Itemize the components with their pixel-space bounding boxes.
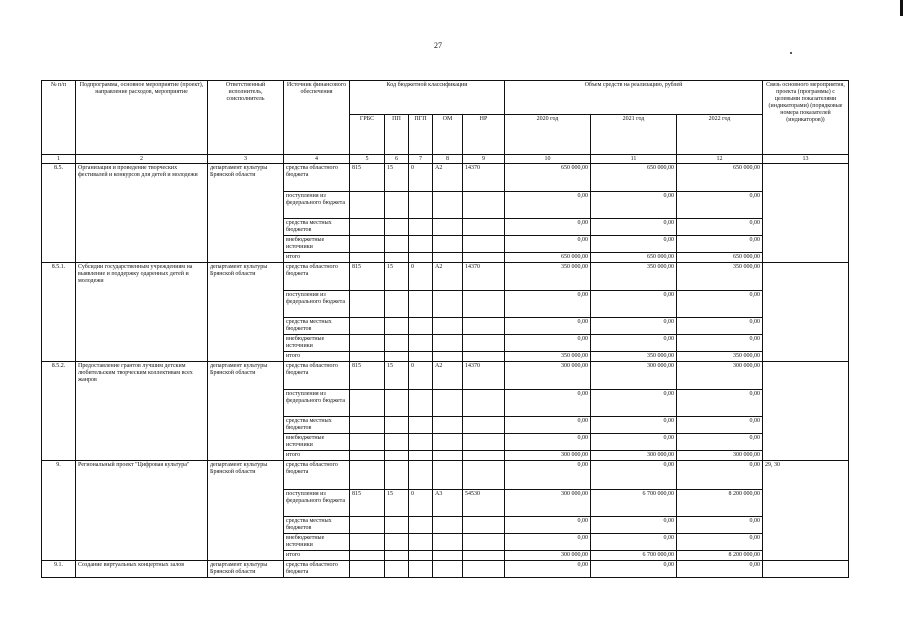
code-pgp	[409, 253, 433, 263]
amount-2022: 0,00	[677, 318, 763, 335]
code-nr: 14370	[463, 263, 505, 291]
executor: департамент культуры Брянской области	[208, 164, 284, 263]
code-nr	[463, 551, 505, 561]
row-number: 8.5.1.	[42, 263, 76, 362]
amount-2021: 0,00	[591, 335, 677, 352]
code-grbs	[350, 534, 385, 551]
header-executor: Ответственный исполнитель, соисполнитель	[208, 81, 284, 155]
amount-2020: 300 000,00	[505, 362, 591, 390]
code-nr: 14370	[463, 362, 505, 390]
code-pgp	[409, 219, 433, 236]
code-pp: 15	[385, 362, 409, 390]
code-om: А3	[433, 490, 463, 517]
code-grbs	[350, 352, 385, 362]
amount-2021: 6 700 000,00	[591, 490, 677, 517]
code-pgp: 0	[409, 490, 433, 517]
funding-source: внебюджетные источники	[284, 335, 350, 352]
code-om	[433, 534, 463, 551]
amount-2022: 0,00	[677, 517, 763, 534]
amount-2021: 650 000,00	[591, 253, 677, 263]
col-number: 2	[76, 155, 208, 164]
budget-table	[41, 80, 849, 578]
header-grbs: ГРБС	[350, 115, 385, 155]
amount-2022: 350 000,00	[677, 352, 763, 362]
table-row	[42, 461, 849, 490]
code-pgp	[409, 352, 433, 362]
code-pgp	[409, 561, 433, 578]
funding-source: итого	[284, 451, 350, 461]
col-number: 7	[409, 155, 433, 164]
measure-name: Предоставление грантов лучшим детским любительским творческим коллективам всех жанров	[76, 362, 208, 461]
amount-2020: 0,00	[505, 219, 591, 236]
code-pgp	[409, 551, 433, 561]
funding-source: итого	[284, 352, 350, 362]
table-row	[42, 561, 849, 578]
indicator-link	[763, 561, 849, 578]
funding-source: средства областного бюджета	[284, 362, 350, 390]
code-nr	[463, 417, 505, 434]
code-pp	[385, 461, 409, 490]
amount-2021: 0,00	[591, 192, 677, 219]
funding-source: итого	[284, 253, 350, 263]
header-om: ОМ	[433, 115, 463, 155]
scan-speck	[790, 52, 792, 54]
code-nr	[463, 352, 505, 362]
code-pp	[385, 291, 409, 318]
funding-source: средства местных бюджетов	[284, 318, 350, 335]
code-grbs	[350, 517, 385, 534]
code-pp	[385, 534, 409, 551]
header-pp: ПП	[385, 115, 409, 155]
amount-2020: 0,00	[505, 461, 591, 490]
amount-2021: 0,00	[591, 434, 677, 451]
code-pp: 15	[385, 164, 409, 192]
amount-2020: 350 000,00	[505, 352, 591, 362]
indicator-link	[763, 263, 849, 362]
amount-2022: 0,00	[677, 219, 763, 236]
amount-2022: 0,00	[677, 335, 763, 352]
code-grbs	[350, 451, 385, 461]
code-pp	[385, 417, 409, 434]
amount-2021: 0,00	[591, 517, 677, 534]
amount-2022: 0,00	[677, 390, 763, 417]
amount-2020: 300 000,00	[505, 451, 591, 461]
amount-2020: 300 000,00	[505, 490, 591, 517]
table-row	[42, 362, 849, 390]
code-pgp	[409, 390, 433, 417]
amount-2022: 8 200 000,00	[677, 551, 763, 561]
amount-2021: 0,00	[591, 318, 677, 335]
funding-source: поступления из федерального бюджета	[284, 192, 350, 219]
amount-2020: 650 000,00	[505, 253, 591, 263]
code-nr	[463, 451, 505, 461]
amount-2020: 350 000,00	[505, 263, 591, 291]
amount-2021: 300 000,00	[591, 451, 677, 461]
amount-2022: 350 000,00	[677, 263, 763, 291]
funding-source: средства местных бюджетов	[284, 517, 350, 534]
code-om	[433, 192, 463, 219]
amount-2021: 0,00	[591, 461, 677, 490]
header-no: № п/п	[42, 81, 76, 155]
code-nr: 54530	[463, 490, 505, 517]
code-om: А2	[433, 263, 463, 291]
amount-2022: 0,00	[677, 291, 763, 318]
funding-source: средства областного бюджета	[284, 461, 350, 490]
code-pgp	[409, 236, 433, 253]
amount-2020: 0,00	[505, 291, 591, 318]
amount-2020: 0,00	[505, 335, 591, 352]
code-pp	[385, 253, 409, 263]
amount-2020: 0,00	[505, 236, 591, 253]
code-pgp: 0	[409, 263, 433, 291]
amount-2020: 0,00	[505, 561, 591, 578]
col-number: 10	[505, 155, 591, 164]
code-nr	[463, 236, 505, 253]
indicator-link: 29, 30	[763, 461, 849, 561]
code-pp: 15	[385, 490, 409, 517]
code-nr	[463, 335, 505, 352]
code-nr: 14370	[463, 164, 505, 192]
row-number: 8.5.2.	[42, 362, 76, 461]
code-pp	[385, 219, 409, 236]
code-pp	[385, 451, 409, 461]
code-om	[433, 291, 463, 318]
amount-2022: 0,00	[677, 192, 763, 219]
header-nr: НР	[463, 115, 505, 155]
code-pgp	[409, 461, 433, 490]
measure-name: Создание виртуальных концертных залов	[76, 561, 208, 578]
funding-source: средства областного бюджета	[284, 263, 350, 291]
code-om	[433, 461, 463, 490]
table-row	[42, 164, 849, 192]
code-pgp	[409, 318, 433, 335]
code-om: А2	[433, 164, 463, 192]
code-pgp	[409, 534, 433, 551]
code-grbs	[350, 219, 385, 236]
executor: департамент культуры Брянской области	[208, 362, 284, 461]
code-pp	[385, 551, 409, 561]
header-source: Источник финансового обеспечения	[284, 81, 350, 155]
amount-2020: 0,00	[505, 434, 591, 451]
col-number: 8	[433, 155, 463, 164]
code-om	[433, 335, 463, 352]
funding-source: средства областного бюджета	[284, 164, 350, 192]
header-year-2022: 2022 год	[677, 115, 763, 155]
funding-source: поступления из федерального бюджета	[284, 490, 350, 517]
funding-source: средства местных бюджетов	[284, 219, 350, 236]
measure-name: Организация и проведение творческих фестивалей и конкурсов для детей и молодежи	[76, 164, 208, 263]
header-name: Подпрограмма, основное мероприятие (проект), направление расходов, мероприятие	[76, 81, 208, 155]
code-grbs: 815	[350, 362, 385, 390]
code-pp	[385, 517, 409, 534]
code-pgp	[409, 451, 433, 461]
funding-source: внебюджетные источники	[284, 434, 350, 451]
code-nr	[463, 390, 505, 417]
executor: департамент культуры Брянской области	[208, 461, 284, 561]
amount-2022: 0,00	[677, 461, 763, 490]
amount-2021: 0,00	[591, 236, 677, 253]
amount-2021: 0,00	[591, 534, 677, 551]
code-pgp	[409, 517, 433, 534]
header-budget-code: Код бюджетной классификации	[350, 81, 505, 115]
header-amount: Объем средств на реализацию, рублей	[505, 81, 763, 115]
funding-source: итого	[284, 551, 350, 561]
code-nr	[463, 434, 505, 451]
code-nr	[463, 192, 505, 219]
funding-source: поступления из федерального бюджета	[284, 390, 350, 417]
amount-2022: 0,00	[677, 417, 763, 434]
funding-source: поступления из федерального бюджета	[284, 291, 350, 318]
code-om	[433, 236, 463, 253]
table-body	[42, 164, 849, 578]
amount-2022: 300 000,00	[677, 362, 763, 390]
amount-2020: 300 000,00	[505, 551, 591, 561]
amount-2020: 0,00	[505, 534, 591, 551]
code-grbs	[350, 390, 385, 417]
amount-2021: 300 000,00	[591, 362, 677, 390]
executor: департамент культуры Брянской области	[208, 561, 284, 578]
amount-2022: 8 200 000,00	[677, 490, 763, 517]
code-nr	[463, 461, 505, 490]
col-number: 9	[463, 155, 505, 164]
amount-2022: 650 000,00	[677, 164, 763, 192]
code-grbs	[350, 551, 385, 561]
code-pp: 15	[385, 263, 409, 291]
amount-2020: 0,00	[505, 192, 591, 219]
code-nr	[463, 561, 505, 578]
row-number: 8.5.	[42, 164, 76, 263]
header-indicator-link: Связь основного мероприятия, проекта (программы) с целевыми показателями (индикаторами) (порядковые номера показателей (индикаторов))	[763, 81, 849, 155]
code-om	[433, 417, 463, 434]
code-nr	[463, 517, 505, 534]
code-pgp	[409, 192, 433, 219]
amount-2022: 650 000,00	[677, 253, 763, 263]
code-pp	[385, 352, 409, 362]
code-nr	[463, 219, 505, 236]
code-grbs	[350, 318, 385, 335]
funding-source: внебюджетные источники	[284, 534, 350, 551]
code-grbs	[350, 291, 385, 318]
code-pgp: 0	[409, 362, 433, 390]
amount-2021: 350 000,00	[591, 352, 677, 362]
header-year-2020: 2020 год	[505, 115, 591, 155]
code-pp	[385, 335, 409, 352]
row-number: 9.	[42, 461, 76, 561]
amount-2020: 0,00	[505, 390, 591, 417]
amount-2020: 0,00	[505, 517, 591, 534]
code-pgp	[409, 434, 433, 451]
code-pp	[385, 434, 409, 451]
code-om	[433, 390, 463, 417]
funding-source: средства областного бюджета	[284, 561, 350, 578]
code-om	[433, 434, 463, 451]
amount-2022: 0,00	[677, 561, 763, 578]
col-number: 1	[42, 155, 76, 164]
header-pgp: ПГП	[409, 115, 433, 155]
code-om	[433, 451, 463, 461]
indicator-link	[763, 362, 849, 461]
code-grbs	[350, 461, 385, 490]
col-number: 3	[208, 155, 284, 164]
amount-2020: 650 000,00	[505, 164, 591, 192]
amount-2021: 350 000,00	[591, 263, 677, 291]
code-om	[433, 551, 463, 561]
amount-2021: 0,00	[591, 291, 677, 318]
code-pgp: 0	[409, 164, 433, 192]
code-grbs	[350, 192, 385, 219]
code-om	[433, 318, 463, 335]
code-grbs	[350, 434, 385, 451]
amount-2022: 0,00	[677, 434, 763, 451]
header-year-2021: 2021 год	[591, 115, 677, 155]
code-nr	[463, 291, 505, 318]
col-number: 4	[284, 155, 350, 164]
col-number: 5	[350, 155, 385, 164]
code-nr	[463, 318, 505, 335]
executor: департамент культуры Брянской области	[208, 263, 284, 362]
amount-2021: 0,00	[591, 219, 677, 236]
code-pgp	[409, 335, 433, 352]
amount-2021: 0,00	[591, 561, 677, 578]
code-grbs	[350, 561, 385, 578]
row-number: 9.1.	[42, 561, 76, 578]
col-number: 6	[385, 155, 409, 164]
amount-2022: 0,00	[677, 236, 763, 253]
code-pgp	[409, 417, 433, 434]
code-pp	[385, 192, 409, 219]
funding-source: средства местных бюджетов	[284, 417, 350, 434]
table-row	[42, 263, 849, 291]
code-om	[433, 253, 463, 263]
col-number: 12	[677, 155, 763, 164]
measure-name: Региональный проект "Цифровая культура"	[76, 461, 208, 561]
code-pp	[385, 236, 409, 253]
code-om	[433, 561, 463, 578]
amount-2021: 0,00	[591, 417, 677, 434]
col-number: 11	[591, 155, 677, 164]
code-om: А2	[433, 362, 463, 390]
code-grbs	[350, 253, 385, 263]
code-pp	[385, 318, 409, 335]
code-om	[433, 352, 463, 362]
amount-2022: 300 000,00	[677, 451, 763, 461]
amount-2020: 0,00	[505, 318, 591, 335]
code-grbs	[350, 417, 385, 434]
col-number: 13	[763, 155, 849, 164]
amount-2021: 0,00	[591, 390, 677, 417]
code-grbs	[350, 335, 385, 352]
code-grbs: 815	[350, 164, 385, 192]
code-om	[433, 517, 463, 534]
amount-2022: 0,00	[677, 534, 763, 551]
amount-2021: 650 000,00	[591, 164, 677, 192]
code-om	[433, 219, 463, 236]
code-grbs	[350, 236, 385, 253]
code-nr	[463, 253, 505, 263]
code-pp	[385, 390, 409, 417]
amount-2020: 0,00	[505, 417, 591, 434]
code-grbs: 815	[350, 263, 385, 291]
amount-2021: 6 700 000,00	[591, 551, 677, 561]
indicator-link	[763, 164, 849, 263]
code-pgp	[409, 291, 433, 318]
code-grbs: 815	[350, 490, 385, 517]
funding-source: внебюджетные источники	[284, 236, 350, 253]
code-nr	[463, 534, 505, 551]
scan-edge-mark	[900, 0, 903, 16]
measure-name: Субсидии государственным учреждениям на выявление и поддержку одаренных детей и молодежи	[76, 263, 208, 362]
code-pp	[385, 561, 409, 578]
page-number: 27	[434, 41, 442, 50]
